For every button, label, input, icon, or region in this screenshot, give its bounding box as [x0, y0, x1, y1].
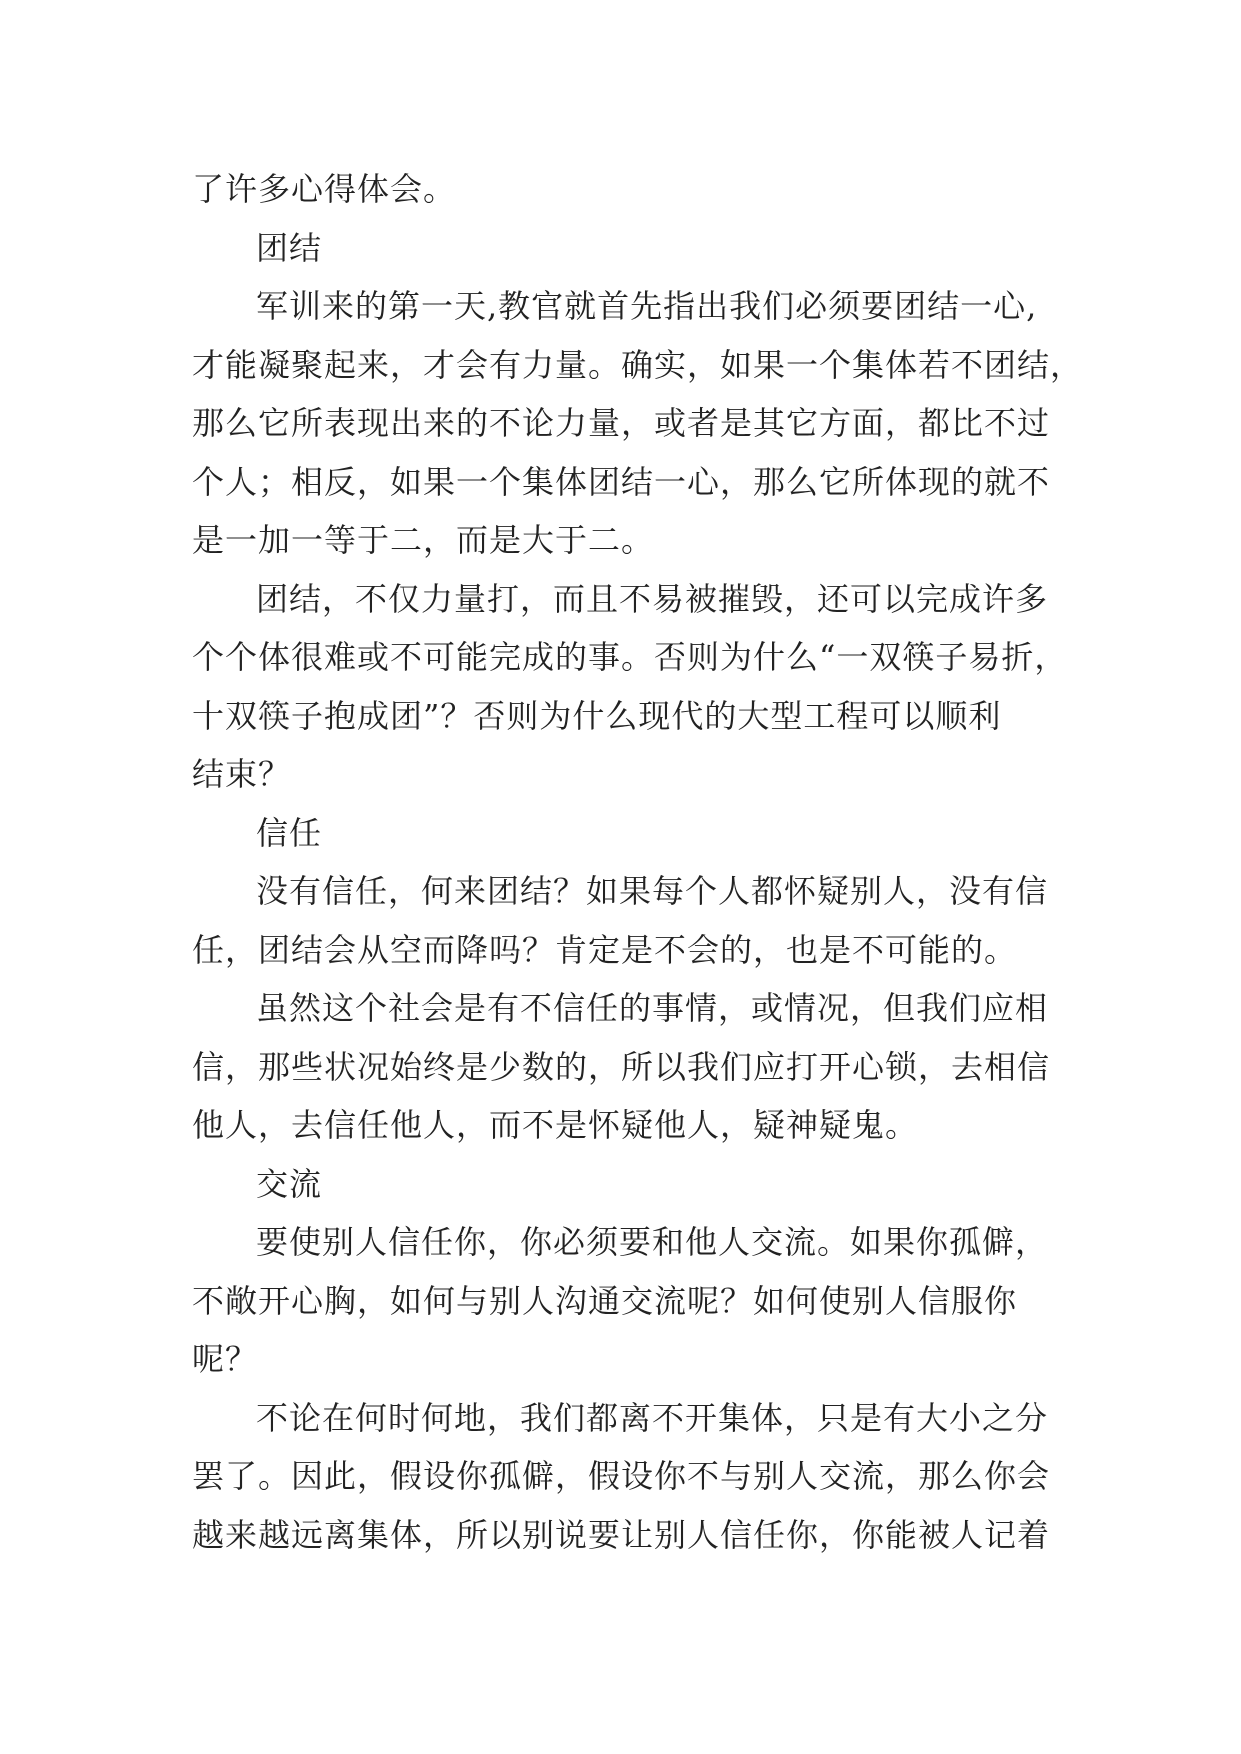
text-line: 结束？: [192, 755, 292, 793]
text-line: 十双筷子抱成团”？否则为什么现代的大型工程可以顺利: [192, 696, 1002, 735]
text-line: 不敞开心胸，如何与别人沟通交流呢？如何使别人信服你: [192, 1281, 1018, 1320]
text-line: 要使别人信任你，你必须要和他人交流。如果你孤僻，: [256, 1223, 1049, 1261]
text-line: 虽然这个社会是有不信任的事情，或情况，但我们应相: [256, 989, 1049, 1027]
text-line: 那么它所表现出来的不论力量，或者是其它方面，都比不过: [192, 404, 1051, 442]
text-line: 他人，去信任他人，而不是怀疑他人，疑神疑鬼。: [192, 1106, 919, 1144]
text-line: 个个体很难或不可能完成的事。否则为什么“一双筷子易折，: [192, 638, 1068, 676]
section-heading-communication: 交流: [256, 1164, 323, 1203]
text-line: 了许多心得体会。: [192, 170, 457, 208]
text-line: 没有信任，何来团结？如果每个人都怀疑别人，没有信: [256, 872, 1049, 910]
text-line: 不论在何时何地，我们都离不开集体，只是有大小之分: [256, 1398, 1049, 1437]
section-heading-unity: 团结: [256, 228, 323, 267]
text-line: 军训来的第一天,教官就首先指出我们必须要团结一心,: [256, 287, 1038, 325]
text-line: 团结，不仅力量打，而且不易被摧毁，还可以完成许多: [256, 579, 1049, 618]
text-line: 呢？: [192, 1340, 259, 1378]
text-line: 才能凝聚起来，才会有力量。确实，如果一个集体若不团结，: [192, 345, 1084, 384]
section-heading-trust: 信任: [256, 813, 323, 852]
text-line: 越来越远离集体，所以别说要让别人信任你，你能被人记着: [192, 1515, 1051, 1554]
text-line: 信，那些状况始终是少数的，所以我们应打开心锁，去相信: [192, 1047, 1051, 1086]
text-line: 任，团结会从空而降吗？肯定是不会的，也是不可能的。: [192, 930, 1018, 969]
text-line: 是一加一等于二，而是大于二。: [192, 521, 655, 559]
text-line: 罢了。因此，假设你孤僻，假设你不与别人交流，那么你会: [192, 1457, 1051, 1495]
text-line: 个人；相反，如果一个集体团结一心，那么它所体现的就不: [192, 462, 1051, 501]
body-text: [192, 160, 1084, 1564]
